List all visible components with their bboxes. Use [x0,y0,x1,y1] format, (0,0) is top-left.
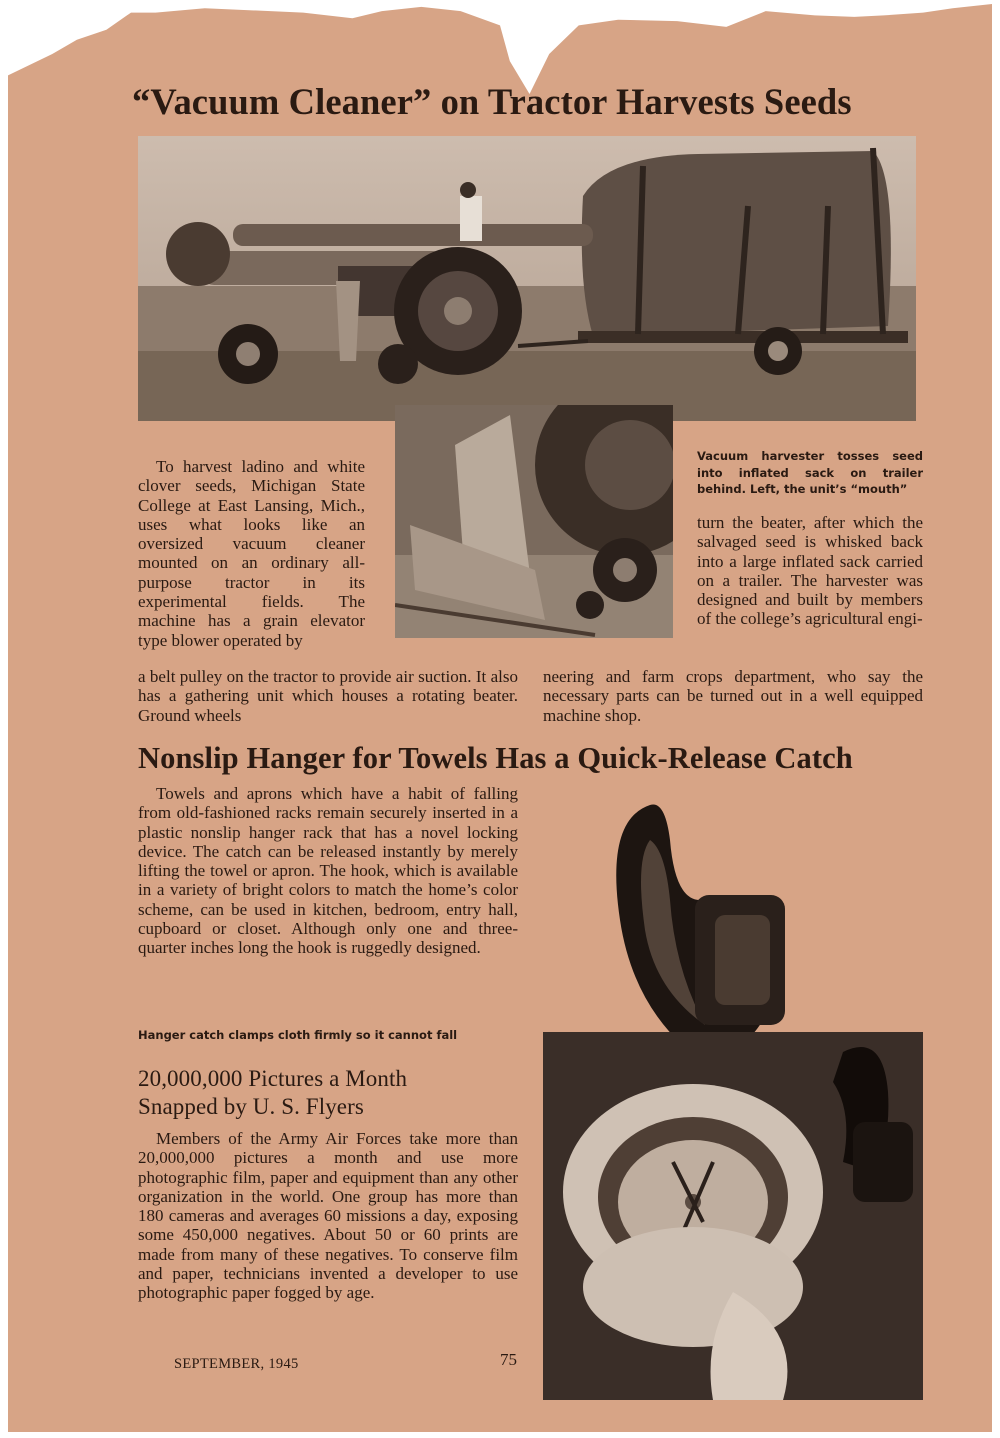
page-number: 75 [500,1350,517,1369]
article1-bottom-left [138,667,518,725]
footer-date: SEPTEMBER, 1945 [174,1356,299,1372]
article1-col-left-text: To harvest ladino and white clover seeds, Michigan State College at East Lansing, Mich., uses what looks like an oversized vacuum cleaner mounted on an ordinary all-purpose tractor in its experimental fields. The machine has a grain elevator type blower operated by [138,457,365,650]
tractor-photo [138,136,916,421]
article1-title: “Vacuum Cleaner” on Tractor Harvests Seeds [132,81,852,122]
article3-title-line2: Snapped by U. S. Flyers [138,1094,364,1119]
article1-bottom-left-text: a belt pulley on the tractor to provide air suction. It also has a gathering unit which houses a rotating beater. Ground wheels [138,667,518,725]
article2-title: Nonslip Hanger for Towels Has a Quick-Release Catch [138,741,853,775]
article1-caption: Vacuum harvester tosses seed into inflated sack on trailer behind. Left, the unit’s “mouth” [697,449,923,496]
article3-body-text: Members of the Army Air Forces take more than 20,000,000 pictures a month and use more photographic film, paper and equipment than any other organization in the world. One group has more than 180 cameras and averages 60 missions a day, exposing some 450,000 negatives. About 50 or 60 prints are made from many of these negatives. To conserve film and paper, technicians invented a developer to use photographic paper fogged by age. [138,1129,518,1303]
article2-caption: Hanger catch clamps cloth firmly so it cannot fall [138,1028,458,1042]
article2-body-text: Towels and aprons which have a habit of falling from old-fashioned racks remain securely inserted in a plastic nonslip hanger rack that has a novel locking device. The catch can be released instantly by merely lifting the towel or apron. The hook, which is available in a variety of bright colors to match the home’s color scheme, can be used in kitchen, bedroom, entry hall, cupboard or closet. Although only one and three-quarter inches long the hook is ruggedly designed. [138,784,518,958]
article1-col-right-text: turn the beater, after which the salvaged seed is whisked back into a large inflated sack carried on a trailer. The harvester was designed and built by members of the college’s agricultural engi- [697,513,923,629]
article1-bottom-right-text: neering and farm crops department, who say the necessary parts can be turned out in a well equipped machine shop. [543,667,923,725]
article1-bottom-right [543,667,923,725]
hanger-with-towel-photo [543,1032,923,1400]
harvester-mouth-photo [395,405,673,638]
article2-body [138,784,518,958]
article1-column-right [697,513,923,629]
article3-body [138,1129,518,1303]
article1-column-left [138,457,365,650]
article3-title-line1: 20,000,000 Pictures a Month [138,1066,408,1091]
